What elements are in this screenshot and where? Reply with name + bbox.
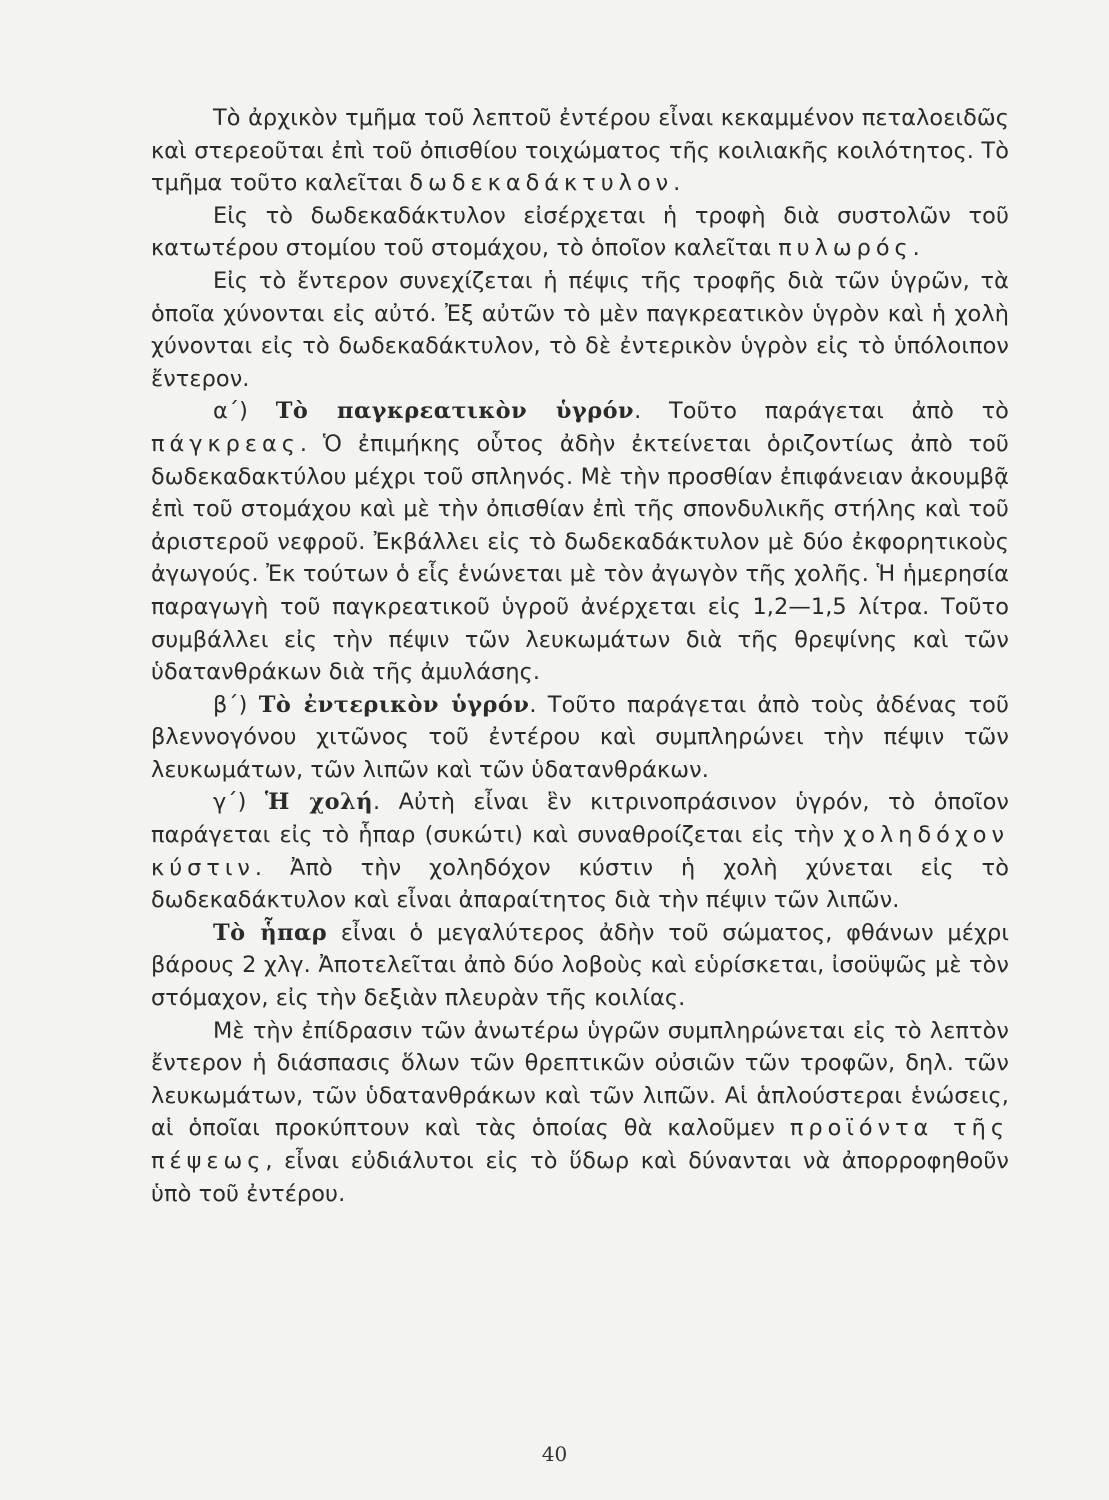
text-run: , εἶναι εὐδιάλυτοι εἰς τὸ ὕδωρ καὶ δύνανται νὰ ἀπορροφηθοῦν ὑπὸ τοῦ ἐντέρου. (151, 1148, 1009, 1207)
bold-term: Ἡ χολή (264, 789, 374, 816)
body-text (151, 102, 1009, 1210)
text-run: . Τοῦτο παράγεται ἀπὸ τοὺς ἀδένας τοῦ βλεννογόνου χιτῶνος τοῦ ἐντέρου καὶ συμπληρώνει τὴν πέψιν τῶν λευκωμάτων, τῶν λιπῶν καὶ τῶν ὑδατανθράκων. (151, 691, 1010, 783)
text-run: . Αὐτὴ εἶναι ἓν κιτρινοπράσινον ὑγρόν, τὸ ὁποῖον παράγεται εἰς τὸ ἧπαρ (συκώτι) καὶ συναθροίζεται εἰς τὴν (151, 789, 1009, 849)
paragraph (151, 200, 1009, 265)
spaced-term: πάγκρεας (151, 430, 300, 457)
text-run: . (912, 235, 920, 262)
text-run: Τὸ ἀρχικὸν τμῆμα τοῦ λεπτοῦ ἐντέρου εἶναι κεκαμμένον πεταλοειδῶς καὶ στερεοῦται ἐπὶ τοῦ ὀπισθίου τοιχώματος τῆς κοιλιακῆς κοιλότητος. Τὸ τμῆμα τοῦτο καλεῖται (151, 105, 1009, 197)
bold-term: Τὸ παγκρεατικὸν ὑγρόν (275, 398, 635, 425)
paragraph (151, 265, 1009, 395)
paragraph (151, 689, 1009, 787)
text-run: Εἰς τὸ ἔντερον συνεχίζεται ἡ πέψις τῆς τροφῆς διὰ τῶν ὑγρῶν, τὰ ὁποῖα χύνονται εἰς αὐτό. Ἐξ αὐτῶν τὸ μὲν παγκρεατικὸν ὑγρὸν καὶ ἡ χολὴ χύνονται εἰς τὸ δωδεκαδάκτυλον, τὸ δὲ ἐντερικὸν ὑγρὸν εἰς τὸ ὑπόλοιπον ἔντερον. (151, 267, 1009, 392)
paragraph (151, 102, 1009, 200)
text-run: Εἰς τὸ δωδεκαδάκτυλον εἰσέρχεται ἡ τροφὴ διὰ συστολῶν τοῦ κατωτέρου στομίου τοῦ στομάχου, τὸ ὁποῖον καλεῖται (151, 202, 1009, 262)
spaced-term: χοληδόχον κύστιν (151, 822, 1009, 881)
paragraph (151, 1015, 1009, 1211)
text-run: . Τοῦτο παράγεται ἀπὸ τὸ (634, 398, 1009, 425)
text-run: Μὲ τὴν ἐπίδρασιν τῶν ἀνωτέρω ὑγρῶν συμπληρώνεται εἰς τὸ λεπτὸν ἔντερον ἡ διάσπασις ὅλων τῶν θρεπτικῶν οὐσιῶν τῶν τροφῶν, δηλ. τῶν λευκωμάτων, τῶν ὑδατανθράκων καὶ τῶν λιπῶν. Αἱ ἁπλούστεραι ἑνώσεις, αἱ ὁποῖαι προκύπτουν καὶ τὰς ὁποίας θὰ καλοῦμεν (151, 1017, 1009, 1142)
text-run: γ΄) (213, 789, 265, 816)
text-run: β΄) (213, 691, 259, 718)
spaced-term: πυλωρός (778, 235, 913, 262)
text-run: α΄) (213, 398, 276, 425)
text-run: . Ὁ ἐπιμήκης οὗτος ἀδὴν ἐκτείνεται ὁριζοντίως ἀπὸ τοῦ δωδεκαδακτύλου μέχρι τοῦ σπληνός. Μὲ τὴν προσθίαν ἐπιφάνειαν ἀκουμβᾷ ἐπὶ τοῦ στομάχου καὶ μὲ τὴν ὀπισθίαν ἐπὶ τῆς σπονδυλικῆς στήλης καὶ τοῦ ἀριστεροῦ νεφροῦ. Ἐκβάλλει εἰς τὸ δωδεκαδάκτυλον μὲ δύο ἐκφορητικοὺς ἀγωγούς. Ἐκ τούτων ὁ εἷς ἑνώνεται μὲ τὸν ἀγωγὸν τῆς χολῆς. Ἡ ἡμερησία παραγωγὴ τοῦ παγκρεατικοῦ ὑγροῦ ἀνέρχεται εἰς 1,2—1,5 λίτρα. Τοῦτο συμβάλλει εἰς τὴν πέψιν τῶν λευκωμάτων διὰ τῆς θρεψίνης καὶ τῶν ὑδατανθράκων διὰ τῆς ἀμυλάσης. (151, 430, 1009, 686)
text-run: . Ἀπὸ τὴν χοληδόχον κύστιν ἡ χολὴ χύνεται εἰς τὸ δωδεκαδάκτυλον καὶ εἶναι ἀπαραίτητος διὰ τὴν πέψιν τῶν λιπῶν. (151, 854, 1009, 914)
text-run: εἶναι ὁ μεγαλύτερος ἀδὴν τοῦ σώματος, φθάνων μέχρι βάρους 2 χλγ. Ἀποτελεῖται ἀπὸ δύο λοβοὺς καὶ εὑρίσκεται, ἰσοϋψῶς μὲ τὸν στόμαχον, εἰς τὴν δεξιὰν πλευρὰν τῆς κοιλίας. (151, 919, 1009, 1012)
paragraph (151, 917, 1009, 1015)
paragraph (151, 786, 1009, 916)
bold-term: Τὸ ἧπαρ (213, 919, 328, 946)
spaced-term: προϊόντα τῆς πέψεως (151, 1115, 1009, 1174)
text-run: . (673, 170, 681, 197)
page-number: 40 (541, 1442, 568, 1466)
paragraph (151, 395, 1009, 688)
spaced-term: δωδεκαδάκτυλον (409, 170, 674, 197)
bold-term: Τὸ ἐντερικὸν ὑγρόν (258, 691, 530, 718)
